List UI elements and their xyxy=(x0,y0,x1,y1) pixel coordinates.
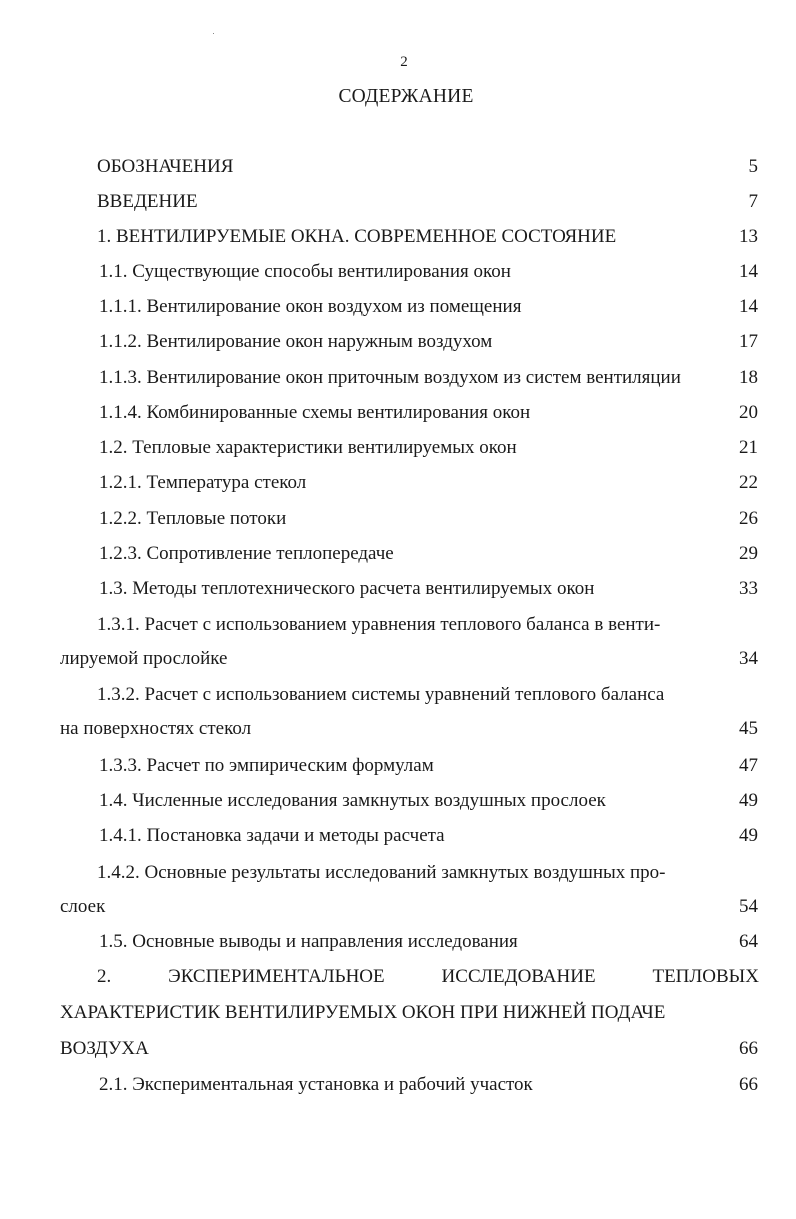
toc-entry-page: 7 xyxy=(748,191,758,212)
toc-entry-page: 14 xyxy=(739,261,758,282)
toc-entry xyxy=(0,929,796,955)
toc-entry-label: 1.2.3. Сопротивление теплопередаче xyxy=(99,543,394,564)
toc-entry-label: 1.5. Основные выводы и направления исследования xyxy=(99,931,518,952)
toc-entry xyxy=(0,612,796,669)
toc-entry xyxy=(0,470,796,496)
toc-entry xyxy=(0,224,796,250)
toc-entry-label: 1.3. Методы теплотехнического расчета вентилируемых окон xyxy=(99,578,595,599)
page-number: 2 xyxy=(400,54,408,70)
page-title: СОДЕРЖАНИЕ xyxy=(338,86,474,107)
toc-entry-page: 34 xyxy=(739,648,758,669)
toc-entry-page: 54 xyxy=(739,896,758,917)
toc-entry-label-line1: 1.4.2. Основные результаты исследований замкнутых воздушных про- xyxy=(97,862,666,883)
toc-entry-label-line2: ХАРАКТЕРИСТИК ВЕНТИЛИРУЕМЫХ ОКОН ПРИ НИЖНЕЙ ПОДАЧЕ xyxy=(60,1002,666,1023)
toc-entry xyxy=(0,154,796,180)
toc-entry-label-line1 xyxy=(97,964,759,990)
toc-entry xyxy=(0,365,796,391)
toc-entry xyxy=(0,576,796,602)
toc-entry-label: 1.1. Существующие способы вентилирования окон xyxy=(99,261,511,282)
toc-entry-label: 1.4. Численные исследования замкнутых воздушных прослоек xyxy=(99,790,606,811)
toc-entry-label-line2: лируемой прослойке xyxy=(60,648,228,669)
toc-entry-page: 49 xyxy=(739,825,758,846)
toc-entry-label: ВВЕДЕНИЕ xyxy=(97,191,198,212)
toc-entry-label: 1.1.2. Вентилирование окон наружным воздухом xyxy=(99,331,493,352)
toc-entry xyxy=(0,259,796,285)
toc-entry-label: 1.1.1. Вентилирование окон воздухом из помещения xyxy=(99,296,522,317)
toc-entry-label: 1.2.2. Тепловые потоки xyxy=(99,508,287,529)
toc-entry-page: 33 xyxy=(739,578,758,599)
toc-entry-label: 1.4.1. Постановка задачи и методы расчета xyxy=(99,825,445,846)
toc-entry-page: 17 xyxy=(739,331,758,352)
toc-entry-page: 13 xyxy=(739,226,758,247)
toc-entry xyxy=(0,682,796,739)
toc-entry xyxy=(0,788,796,814)
toc-entry-label: 1. ВЕНТИЛИРУЕМЫЕ ОКНА. СОВРЕМЕННОЕ СОСТОЯНИЕ xyxy=(97,226,617,247)
toc-entry-label: 1.2. Тепловые характеристики вентилируемых окон xyxy=(99,437,517,458)
toc-entry-word: 2. xyxy=(97,966,112,987)
toc-entry-chapter-2 xyxy=(0,964,796,1064)
toc-entry-label: 2.1. Экспериментальная установка и рабочий участок xyxy=(99,1074,533,1095)
toc-entry xyxy=(0,294,796,320)
toc-entry-page: 64 xyxy=(739,931,758,952)
toc-entry-page: 20 xyxy=(739,402,758,423)
toc-entry-word: ЭКСПЕРИМЕНТАЛЬНОЕ xyxy=(168,966,385,987)
toc-entry xyxy=(0,753,796,779)
toc-entry-label-line2: на поверхностях стекол xyxy=(60,718,252,739)
toc-entry-word: ТЕПЛОВЫХ xyxy=(652,966,759,987)
toc-entry xyxy=(0,541,796,567)
toc-entry-page: 18 xyxy=(739,367,758,388)
toc-entry-label: 1.1.3. Вентилирование окон приточным воздухом из систем вентиляции xyxy=(99,367,681,388)
toc-entry xyxy=(0,329,796,355)
toc-entry-word: ИССЛЕДОВАНИЕ xyxy=(441,966,596,987)
toc-entry xyxy=(0,435,796,461)
toc-entry-label-line1: 1.3.1. Расчет с использованием уравнения теплового баланса в венти- xyxy=(97,614,661,635)
toc-entry-page: 66 xyxy=(739,1074,758,1095)
toc-entry-label-line3: ВОЗДУХА xyxy=(60,1038,149,1059)
toc-entry-label: 1.3.3. Расчет по эмпирическим формулам xyxy=(99,755,434,776)
toc-entry-page: 5 xyxy=(748,156,758,177)
toc-entry-page: 29 xyxy=(739,543,758,564)
toc-entry-page: 26 xyxy=(739,508,758,529)
toc-entry xyxy=(0,400,796,426)
toc-entry-page: 45 xyxy=(739,718,758,739)
toc-entry-page: 49 xyxy=(739,790,758,811)
toc-entry xyxy=(0,1072,796,1098)
toc-entry-page: 21 xyxy=(739,437,758,458)
toc-entry-label-line2: слоек xyxy=(60,896,106,917)
toc-entry-page: 22 xyxy=(739,472,758,493)
toc-entry xyxy=(0,189,796,215)
toc-entry xyxy=(0,506,796,532)
toc-entry xyxy=(0,823,796,849)
toc-entry-page: 66 xyxy=(739,1038,758,1059)
toc-entry-page: 14 xyxy=(739,296,758,317)
toc-entry-page: 47 xyxy=(739,755,758,776)
toc-entry xyxy=(0,860,796,917)
scan-mark xyxy=(213,33,214,34)
toc-entry-label-line1: 1.3.2. Расчет с использованием системы уравнений теплового баланса xyxy=(97,684,665,705)
toc-entry-label: 1.2.1. Температура стекол xyxy=(99,472,307,493)
toc-entry-label: ОБОЗНАЧЕНИЯ xyxy=(97,156,234,177)
toc-entry-label: 1.1.4. Комбинированные схемы вентилирования окон xyxy=(99,402,531,423)
